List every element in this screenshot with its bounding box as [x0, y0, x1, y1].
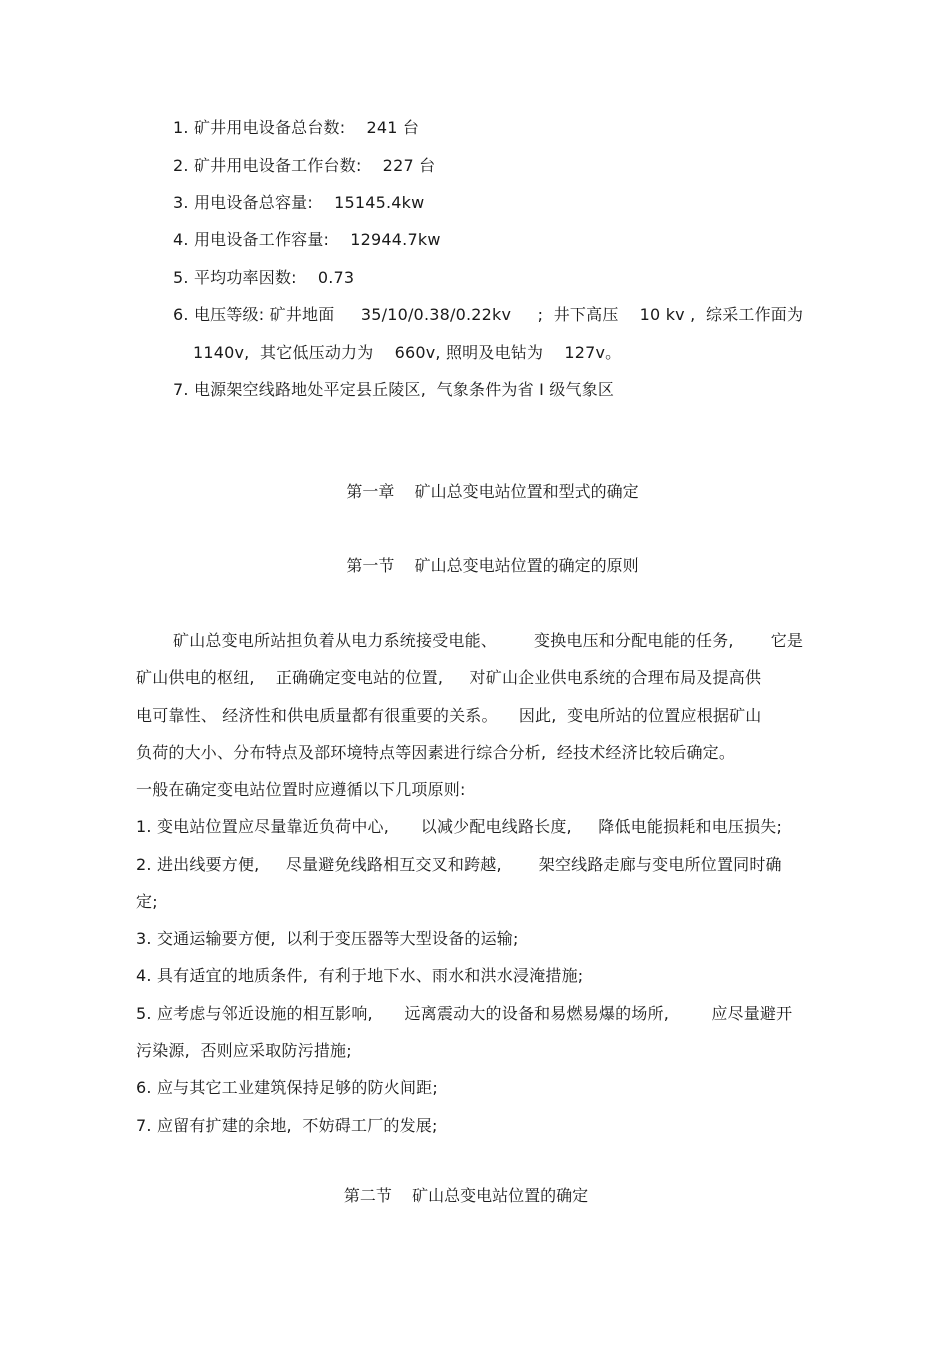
section-title-1: 第一节 矿山总变电站位置的确定的原则	[346, 556, 639, 575]
section-title-2: 第二节 矿山总变电站位置的确定	[343, 1186, 589, 1205]
spec-item-6: 6. 电压等级: 矿井地面 35/10/0.38/0.22kv ; 井下高压 10 kv , 综采工作面为	[173, 305, 804, 324]
principle-5-continued: 污染源, 否则应采取防污措施;	[136, 1041, 352, 1060]
spec-item-1: 1. 矿井用电设备总台数: 241 台	[173, 118, 420, 137]
spec-item-6-continued: 1140v, 其它低压动力为 660v, 照明及电钻为 127v。	[193, 343, 622, 362]
principle-2-continued: 定;	[136, 892, 158, 911]
chapter-title: 第一章 矿山总变电站位置和型式的确定	[346, 482, 639, 501]
body-line-3: 电可靠性、 经济性和供电质量都有很重要的关系。 因此, 变电所站的位置应根据矿山	[136, 706, 762, 725]
principle-1: 1. 变电站位置应尽量靠近负荷中心, 以减少配电线路长度, 降低电能损耗和电压损失;	[136, 817, 783, 836]
spec-item-2: 2. 矿井用电设备工作台数: 227 台	[173, 156, 436, 175]
principle-3: 3. 交通运输要方便, 以利于变压器等大型设备的运输;	[136, 929, 519, 948]
principle-5: 5. 应考虑与邻近设施的相互影响, 远离震动大的设备和易燃易爆的场所, 应尽量避开	[136, 1004, 793, 1023]
principle-4: 4. 具有适宜的地质条件, 有利于地下水、雨水和洪水浸淹措施;	[136, 966, 584, 985]
body-line-1: 矿山总变电所站担负着从电力系统接受电能、 变换电压和分配电能的任务, 它是	[173, 631, 804, 650]
body-line-2: 矿山供电的枢纽, 正确确定变电站的位置, 对矿山企业供电系统的合理布局及提高供	[136, 668, 762, 687]
body-line-5: 一般在确定变电站位置时应遵循以下几项原则:	[136, 780, 466, 799]
principle-7: 7. 应留有扩建的余地, 不妨碍工厂的发展;	[136, 1116, 438, 1135]
spec-item-4: 4. 用电设备工作容量: 12944.7kw	[173, 230, 441, 249]
spec-item-7: 7. 电源架空线路地处平定县丘陵区, 气象条件为省 I 级气象区	[173, 380, 615, 399]
body-line-4: 负荷的大小、分布特点及部环境特点等因素进行综合分析, 经技术经济比较后确定。	[136, 743, 736, 762]
principle-6: 6. 应与其它工业建筑保持足够的防火间距;	[136, 1078, 438, 1097]
spec-item-5: 5. 平均功率因数: 0.73	[173, 268, 355, 287]
spec-item-3: 3. 用电设备总容量: 15145.4kw	[173, 193, 425, 212]
principle-2: 2. 进出线要方便, 尽量避免线路相互交叉和跨越, 架空线路走廊与变电所位置同时确	[136, 855, 782, 874]
